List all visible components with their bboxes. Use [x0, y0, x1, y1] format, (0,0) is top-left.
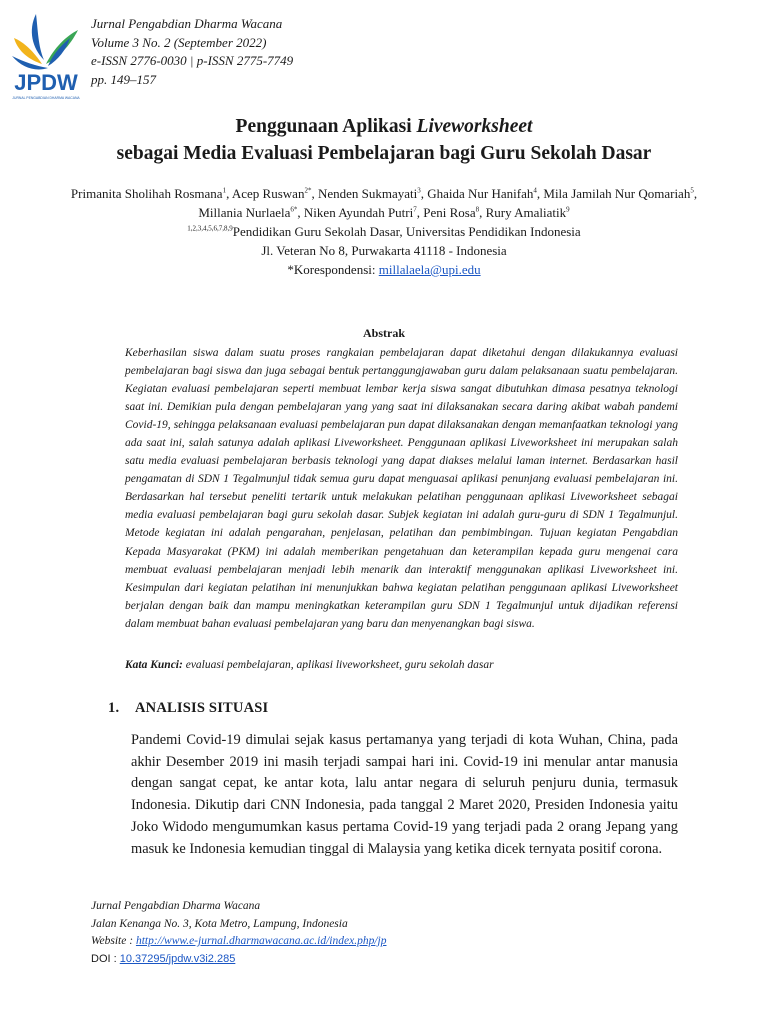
author-sup: 8: [475, 205, 480, 214]
footer-address: Jalan Kenanga No. 3, Kota Metro, Lampung, Indonesia: [91, 917, 348, 930]
journal-volume: Volume 3 No. 2 (September 2022): [91, 34, 267, 50]
keywords-text: evaluasi pembelajaran, aplikasi liveworksheet, guru sekolah dasar: [182, 659, 494, 671]
keywords-label: Kata Kunci:: [125, 659, 183, 671]
author-sup: 3: [417, 186, 421, 195]
author-sup: 1: [222, 186, 227, 195]
author-name: Millania Nurlaela: [198, 205, 291, 220]
author-sup: 9: [566, 205, 570, 214]
author-name: Rury Amaliatik: [485, 205, 567, 220]
affiliation: [60, 222, 708, 241]
footer-website: [91, 933, 386, 951]
author-sup: 6*: [290, 205, 298, 214]
journal-pages: pp. 149–157: [91, 71, 156, 87]
logo-subtext: JURNAL PENGABDIAN DHARMA WACANA: [12, 96, 80, 100]
footer-doi-label: DOI :: [91, 952, 120, 965]
title-line1: Penggunaan Aplikasi: [235, 116, 417, 137]
keywords: [125, 656, 678, 674]
correspondence-email-link[interactable]: millalaela@upi.edu: [378, 262, 481, 277]
correspondence: [60, 260, 708, 279]
title-line2: sebagai Media Evaluasi Pembelajaran bagi Guru Sekolah Dasar: [116, 143, 652, 164]
affiliation-sup: 1,2,3,4,5,6,7,8,9: [187, 224, 233, 233]
correspondence-label: *Korespondensi:: [287, 262, 379, 277]
journal-info: [91, 15, 293, 89]
author-name: Niken Ayundah Putri: [303, 205, 414, 220]
affiliation-name: Pendidikan Guru Sekolah Dasar, Universitas Pendidikan Indonesia: [232, 224, 581, 239]
section-number: 1.: [108, 700, 120, 716]
author-name: Ghaida Nur Hanifah: [427, 186, 534, 201]
jpdw-logo-icon: [8, 8, 84, 104]
paper-title: [60, 113, 708, 167]
footer-journal: Jurnal Pengabdian Dharma Wacana: [91, 900, 261, 912]
logo-text: JPDW: [14, 70, 78, 95]
footer-doi-link[interactable]: 10.37295/jpdw.v3i2.285: [119, 952, 236, 965]
section-paragraph: Pandemi Covid-19 dimulai sejak kasus pertamanya yang terjadi di kota Wuhan, China, pada akhir Desember 2019 ini masih terjadi sampai hari ini. Covid-19 ini menular antar manusia dengan sangat cepat, ke antar kota, lalu antar negara di seluruh penjuru dunia, termasuk Indonesia. Dikutip dari CNN Indonesia, pada tanggal 2 Maret 2020, Presiden Indonesia yaitu Joko Widodo mengumumkan kasus pertama Covid-19 yang terjadi pada 2 orang Jepang yang masuk ke Indonesia kemudian tinggal di Malaysia yang ketika dicek ternyata positif corona.: [131, 732, 678, 857]
authors-block: [60, 184, 708, 279]
author-sup: 5: [690, 186, 694, 195]
section-title: ANALISIS SITUASI: [135, 700, 269, 716]
section-heading: [108, 700, 268, 717]
abstract-text: Keberhasilan siswa dalam suatu proses rangkaian pembelajaran dapat diketahui dengan dilakukannya evaluasi pembelajaran bagi siswa dan juga sebagai bentuk pertanggungjawaban guru dalam pelaksanaan suatu pembelajaran. Kegiatan evaluasi pembelajaran seperti membuat lembar kerja siswa sangat dibutuhkan dimasa pesatnya teknologi saat ini. Demikian pula dengan pembelajaran yang yang saat ini dilaksanakan secara daring akibat wabah pandemi Covid-19, sehingga pelaksanaan evaluasi pembelajaran pun dapat dilaksanakan dengan memanfaatkan teknologi yang ada saat ini, salah satunya adalah aplikasi Liveworksheet. Penggunaan aplikasi Liveworksheet ini merupakan salah satu media evaluasi pembelajaran berbasis teknologi yang dapat diakses melalui laman internet. Berdasarkan hasil pengamatan di SDN 1 Tegalmunjul tidak semua guru dapat menguasai aplikasi penunjang evaluasi pembelajaran ini. Berdasarkan hal tersebut peneliti tertarik untuk melakukan pelatihan penggunaan aplikasi Liveworksheet sebagai media evaluasi pembelajaran bagi guru sekolah dasar. Subjek kegiatan ini adalah guru-guru di SDN 1 Tegalmunjul. Metode kegiatan ini adalah pengarahan, penjelasan, pelatihan dan pembimbingan. Tujuan kegiatan Pengabdian Kepada Masyarakat (PKM) ini adalah memberikan pengetahuan dan keterampilan kepada guru mengenai cara membuat evaluasi pembelajaran menjadi lebih menarik dan interaktif menggunakan aplikasi Liveworksheet ini. Kesimpulan dari kegiatan pelatihan ini menunjukkan bahwa kegiatan pelatihan penggunaan aplikasi Liveworksheet berjalan dengan baik dan mampu meningkatkan keterampilan guru SDN 1 Tegalmunjul untuk dijadikan referensi dalam membuat bahan evaluasi pembelajaran yang baru dan menyenangkan bagi siswa.: [125, 347, 678, 630]
author-name: Peni Rosa: [423, 205, 476, 220]
abstract-heading: Abstrak: [362, 326, 405, 340]
author-sup: 2*: [304, 186, 312, 195]
author-name: Mila Jamilah Nur Qomariah: [543, 186, 691, 201]
footer-website-label: Website :: [91, 935, 136, 947]
author-sup: 7: [413, 205, 417, 214]
footer-website-link[interactable]: http://www.e-jurnal.dharmawacana.ac.id/index.php/jp: [135, 935, 387, 947]
journal-issn: e-ISSN 2776-0030 | p-ISSN 2775-7749: [91, 53, 294, 68]
footer-doi: [91, 951, 386, 969]
author-list: Primanita Sholihah Rosmana$^1$, Acep Ruswan$^{2*}$, Nenden Sukmayati$^3$, Ghaida Nur Hanifah$^4$, Mila Jamilah Nur Qomariah$^5$, Millania Nurlaela$^{6*}$, Niken Ayundah Putri$^7$, Peni Rosa$^8$, Rury Amaliatik$^9$: [70, 186, 698, 220]
author-name: Primanita Sholihah Rosmana: [70, 186, 223, 201]
author-sup: 4: [533, 186, 537, 195]
affiliation-address: Jl. Veteran No 8, Purwakarta 41118 - Indonesia: [261, 243, 507, 258]
journal-name: Jurnal Pengabdian Dharma Wacana: [91, 16, 283, 31]
author-name: Acep Ruswan: [231, 186, 305, 201]
journal-logo: [8, 8, 84, 104]
author-name: Nenden Sukmayati: [317, 186, 418, 201]
title-italic: Liveworksheet: [416, 116, 533, 137]
page-footer: [91, 898, 386, 968]
